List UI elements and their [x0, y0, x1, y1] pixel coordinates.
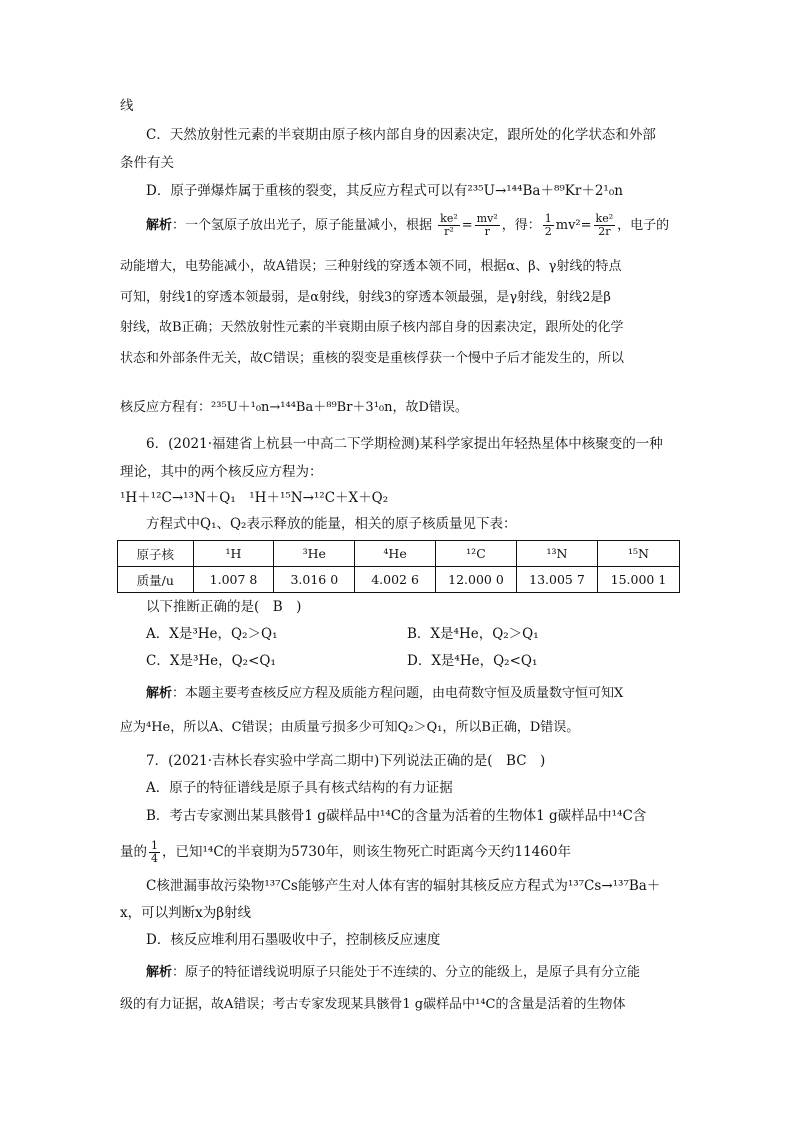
table-cell: 1.007 8 [193, 567, 274, 593]
question-7-option-d: D．核反应堆利用石墨吸收中子，控制核反应速度 [146, 932, 441, 948]
option-text: 量的 [120, 844, 147, 860]
question-7-option-b-line2 [120, 840, 571, 865]
reaction-equation: ²³⁵U＋¹₀n→¹⁴⁴Ba＋⁸⁹Br＋3¹₀n [211, 400, 393, 415]
question-6-ask: 以下推断正确的是( B ) [146, 599, 302, 615]
table-cell: 3.016 0 [274, 567, 355, 593]
solution-line2: 动能增大，电势能减小，故A错误；三种射线的穿透本领不同，根据α、β、γ射线的特点 [120, 259, 622, 274]
solution-text: ：一个氢原子放出光子，原子能量减小，根据 [172, 218, 433, 233]
table-cell: ⁴He [355, 541, 436, 567]
option-d [146, 181, 623, 201]
reaction-equations: ¹H＋¹²C→¹³N＋Q₁ ¹H＋¹⁵N→¹²C＋X＋Q₂ [120, 490, 389, 506]
option-d: D．X是⁴He，Q₂<Q₁ [407, 653, 538, 669]
table-cell: ¹³N [516, 541, 597, 567]
table-cell: 15.000 1 [597, 567, 679, 593]
solution-label: 解析 [146, 218, 173, 233]
table-cell: 12.000 0 [435, 567, 516, 593]
solution-line5: 状态和外部条件无关，故C错误；重核的裂变是重核俘获一个慢中子后才能发生的，所以 [120, 351, 624, 366]
table-cell: 原子核 [118, 541, 194, 567]
fraction-quarter: $\frac{1}{4}$ [151, 839, 158, 865]
solution-6-line2: 应为⁴He，所以A、C错误；由质量亏损多少可知Q₂＞Q₁，所以B正确，D错误。 [120, 720, 580, 735]
solution-text: ：原子的特征谱线说明原子只能处于不连续的、分立的能级上，是原子具有分立能 [172, 965, 641, 980]
question-6-line2: 理论，其中的两个核反应方程为： [120, 464, 323, 480]
question-6-line1: 6．(2021·福建省上杭县一中高二下学期检测)某科学家提出年轻热星体中核聚变的一种 [146, 436, 663, 452]
option-text: ，已知¹⁴C的半衰期为5730年，则该生物死亡时距离今天约11460年 [162, 844, 571, 860]
solution-text: ，电子的 [617, 218, 670, 233]
table-row [118, 567, 680, 593]
option-c-line1: C．天然放射性元素的半衰期由原子核内部自身的因素决定，跟所处的化学状态和外部 [146, 127, 656, 143]
fraction-ke2-r2: $\frac{\text{ke²}}{\text{r²}}$ [440, 212, 458, 238]
solution-text: ：本题主要考查核反应方程及质能方程问题，由电荷数守恒及质量数守恒可知X [172, 686, 624, 701]
solution-label: 解析 [146, 965, 173, 980]
fraction-mv2-r: $\frac{\text{mv²}}{r}$ [476, 212, 498, 238]
solution-7-line1 [146, 963, 640, 983]
table-cell: 13.005 7 [516, 567, 597, 593]
solution-line6 [120, 398, 468, 418]
table-cell: ¹⁵N [597, 541, 679, 567]
table-cell: 4.002 6 [355, 567, 436, 593]
fraction-ke2-2r: $\frac{\text{ke²}}{2r}$ [595, 212, 614, 238]
question-7-option-c-line1: C核泄漏事故污染物¹³⁷Cs能够产生对人体有害的辐射其核反应方程式为¹³⁷Cs→¹³⁷Ba＋ [146, 878, 661, 894]
question-7-option-a: A．原子的特征谱线是原子具有核式结构的有力证据 [146, 780, 453, 796]
solution-text: 核反应方程有： [120, 400, 212, 415]
question-6-line3: 方程式中Q₁、Q₂表示释放的能量，相关的原子核质量见下表： [146, 516, 517, 532]
option-c-line2: 条件有关 [120, 155, 174, 171]
solution-6-line1 [146, 684, 623, 704]
question-7-option-c-line2: x，可以判断x为β射线 [120, 905, 252, 921]
solution-line3: 可知，射线1的穿透本领最弱，是α射线，射线3的穿透本领最强，是γ射线，射线2是β [120, 290, 611, 305]
option-b: B．X是⁴He，Q₂＞Q₁ [407, 626, 539, 642]
solution-label: 解析 [146, 686, 173, 701]
option-d-text: D．原子弹爆炸属于重核的裂变，其反应方程式可以有 [146, 183, 468, 199]
solution-line4: 射线，故B正确；天然放射性元素的半衰期由原子核内部自身的因素决定，跟所处的化学 [120, 320, 624, 335]
question-7-option-b-line1: B．考古专家测出某具骸骨1 g碳样品中¹⁴C的含量为活着的生物体1 g碳样品中¹⁴C含 [146, 808, 647, 824]
formula-mv2: mv² [555, 218, 581, 233]
table-cell: ³He [274, 541, 355, 567]
fraction-half: $\frac{1}{2}$ [544, 212, 552, 238]
solution-line1: 解析：一个氢原子放出光子，原子能量减小，根据 $\frac{\text{ke²}}{\text{r²}}$ = $\frac{\text{mv²}}{r}$ ，得： $\frac{1}{2}$ mv²= $\frac{\text{ke²}}{2r}$ ，电子的 [146, 212, 670, 238]
text-line: 线 [120, 98, 134, 114]
option-c: C．X是³He，Q₂<Q₁ [146, 653, 276, 669]
option-a: A．X是³He，Q₂＞Q₁ [146, 626, 278, 642]
solution-text: ，得： [501, 218, 541, 233]
table-cell: ¹²C [435, 541, 516, 567]
fission-equation: ²³⁵U→¹⁴⁴Ba＋⁸⁹Kr＋2¹₀n [467, 183, 623, 199]
table-cell: ¹H [193, 541, 274, 567]
solution-text: ，故D错误。 [392, 400, 468, 415]
table-cell: 质量/u [118, 567, 194, 593]
mass-table [117, 540, 680, 593]
solution-7-line2: 级的有力证据，故A错误；考古专家发现某具骸骨1 g碳样品中¹⁴C的含量是活着的生物体 [120, 997, 626, 1012]
question-7: 7．(2021·吉林长春实验中学高二期中)下列说法正确的是( BC ) [146, 753, 546, 769]
table-header-row [118, 541, 680, 567]
